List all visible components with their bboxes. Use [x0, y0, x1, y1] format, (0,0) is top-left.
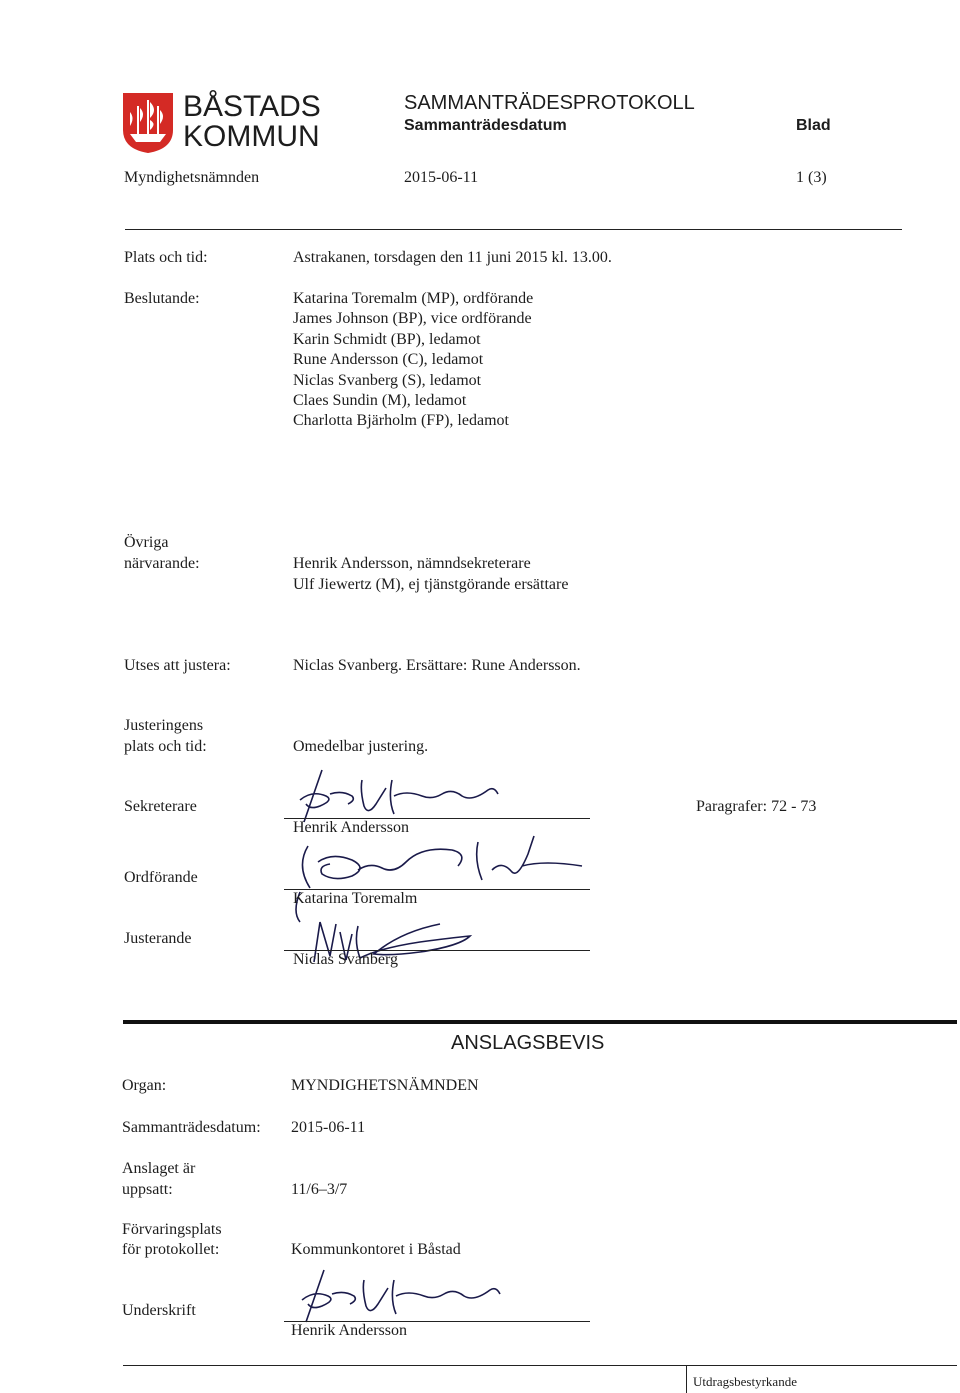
notice-signature: [284, 1260, 524, 1330]
adjuster-value: Niclas Svanberg. Ersättare: Rune Andersson.: [293, 657, 581, 674]
deciding-member: Karin Schmidt (BP), ledamot: [293, 331, 481, 348]
meeting-date: 2015-06-11: [404, 169, 479, 186]
deciding-label: Beslutande:: [124, 290, 200, 307]
notice-date-label: Sammanträdesdatum:: [122, 1119, 261, 1136]
other-attendee: Henrik Andersson, nämndsekreterare: [293, 555, 531, 572]
header-divider: [125, 229, 902, 230]
secretary-label: Sekreterare: [124, 798, 197, 815]
posted-label-line1: Anslaget är: [122, 1160, 196, 1177]
secretary-name: Henrik Andersson: [293, 819, 409, 836]
chair-signature: [282, 826, 602, 926]
storage-label-line2: för protokollet:: [122, 1241, 220, 1258]
adjuster-name: Niclas Svanberg: [293, 951, 399, 968]
municipality-logo: [122, 92, 174, 154]
adjuster-label: Utses att justera:: [124, 657, 231, 674]
notice-title: ANSLAGSBEVIS: [451, 1032, 605, 1054]
deciding-member: James Johnson (BP), vice ordförande: [293, 310, 532, 327]
org-name-line1: BÅSTADS: [183, 90, 321, 123]
storage-label-line1: Förvaringsplats: [122, 1221, 222, 1238]
notice-bottom-rule: [123, 1365, 957, 1366]
paragraphs: Paragrafer: 72 - 73: [696, 798, 817, 815]
adjuster-sign-label: Justerande: [124, 930, 192, 947]
others-label-line2: närvarande:: [124, 555, 200, 572]
org-name-line2: KOMMUN: [183, 120, 320, 153]
department-name: Myndighetsnämnden: [124, 169, 260, 186]
deciding-member: Rune Andersson (C), ledamot: [293, 351, 484, 368]
page-column-label: Blad: [796, 117, 831, 134]
chair-label: Ordförande: [124, 869, 198, 886]
organ-value: MYNDIGHETSNÄMNDEN: [291, 1077, 479, 1094]
deciding-member: Niclas Svanberg (S), ledamot: [293, 372, 482, 389]
place-label: Plats och tid:: [124, 249, 208, 266]
organ-label: Organ:: [122, 1077, 167, 1094]
posted-value: 11/6–3/7: [291, 1181, 348, 1198]
deciding-member: Claes Sundin (M), ledamot: [293, 392, 467, 409]
document-title: SAMMANTRÄDESPROTOKOLL: [404, 92, 695, 114]
adjust-place-label-line1: Justeringens: [124, 717, 204, 734]
others-label-line1: Övriga: [124, 534, 169, 551]
storage-value: Kommunkontoret i Båstad: [291, 1241, 461, 1258]
notice-signature-label: Underskrift: [122, 1302, 196, 1319]
posted-label-line2: uppsatt:: [122, 1181, 173, 1198]
extract-certification-label: Utdragsbestyrkande: [693, 1374, 797, 1389]
date-column-label: Sammanträdesdatum: [404, 117, 567, 134]
chair-name: Katarina Toremalm: [293, 890, 418, 907]
other-attendee: Ulf Jiewertz (M), ej tjänstgörande ersättare: [293, 576, 569, 593]
notice-top-rule: [123, 1020, 957, 1024]
notice-date-value: 2015-06-11: [291, 1119, 366, 1136]
deciding-member: Katarina Toremalm (MP), ordförande: [293, 290, 534, 307]
extract-box-left: [686, 1365, 687, 1393]
notice-signature-name: Henrik Andersson: [291, 1322, 407, 1339]
adjust-place-value: Omedelbar justering.: [293, 738, 429, 755]
deciding-member: Charlotta Bjärholm (FP), ledamot: [293, 412, 509, 429]
adjust-place-label-line2: plats och tid:: [124, 738, 207, 755]
place-value: Astrakanen, torsdagen den 11 juni 2015 kl. 13.00.: [293, 249, 612, 266]
page-number: 1 (3): [796, 169, 827, 186]
